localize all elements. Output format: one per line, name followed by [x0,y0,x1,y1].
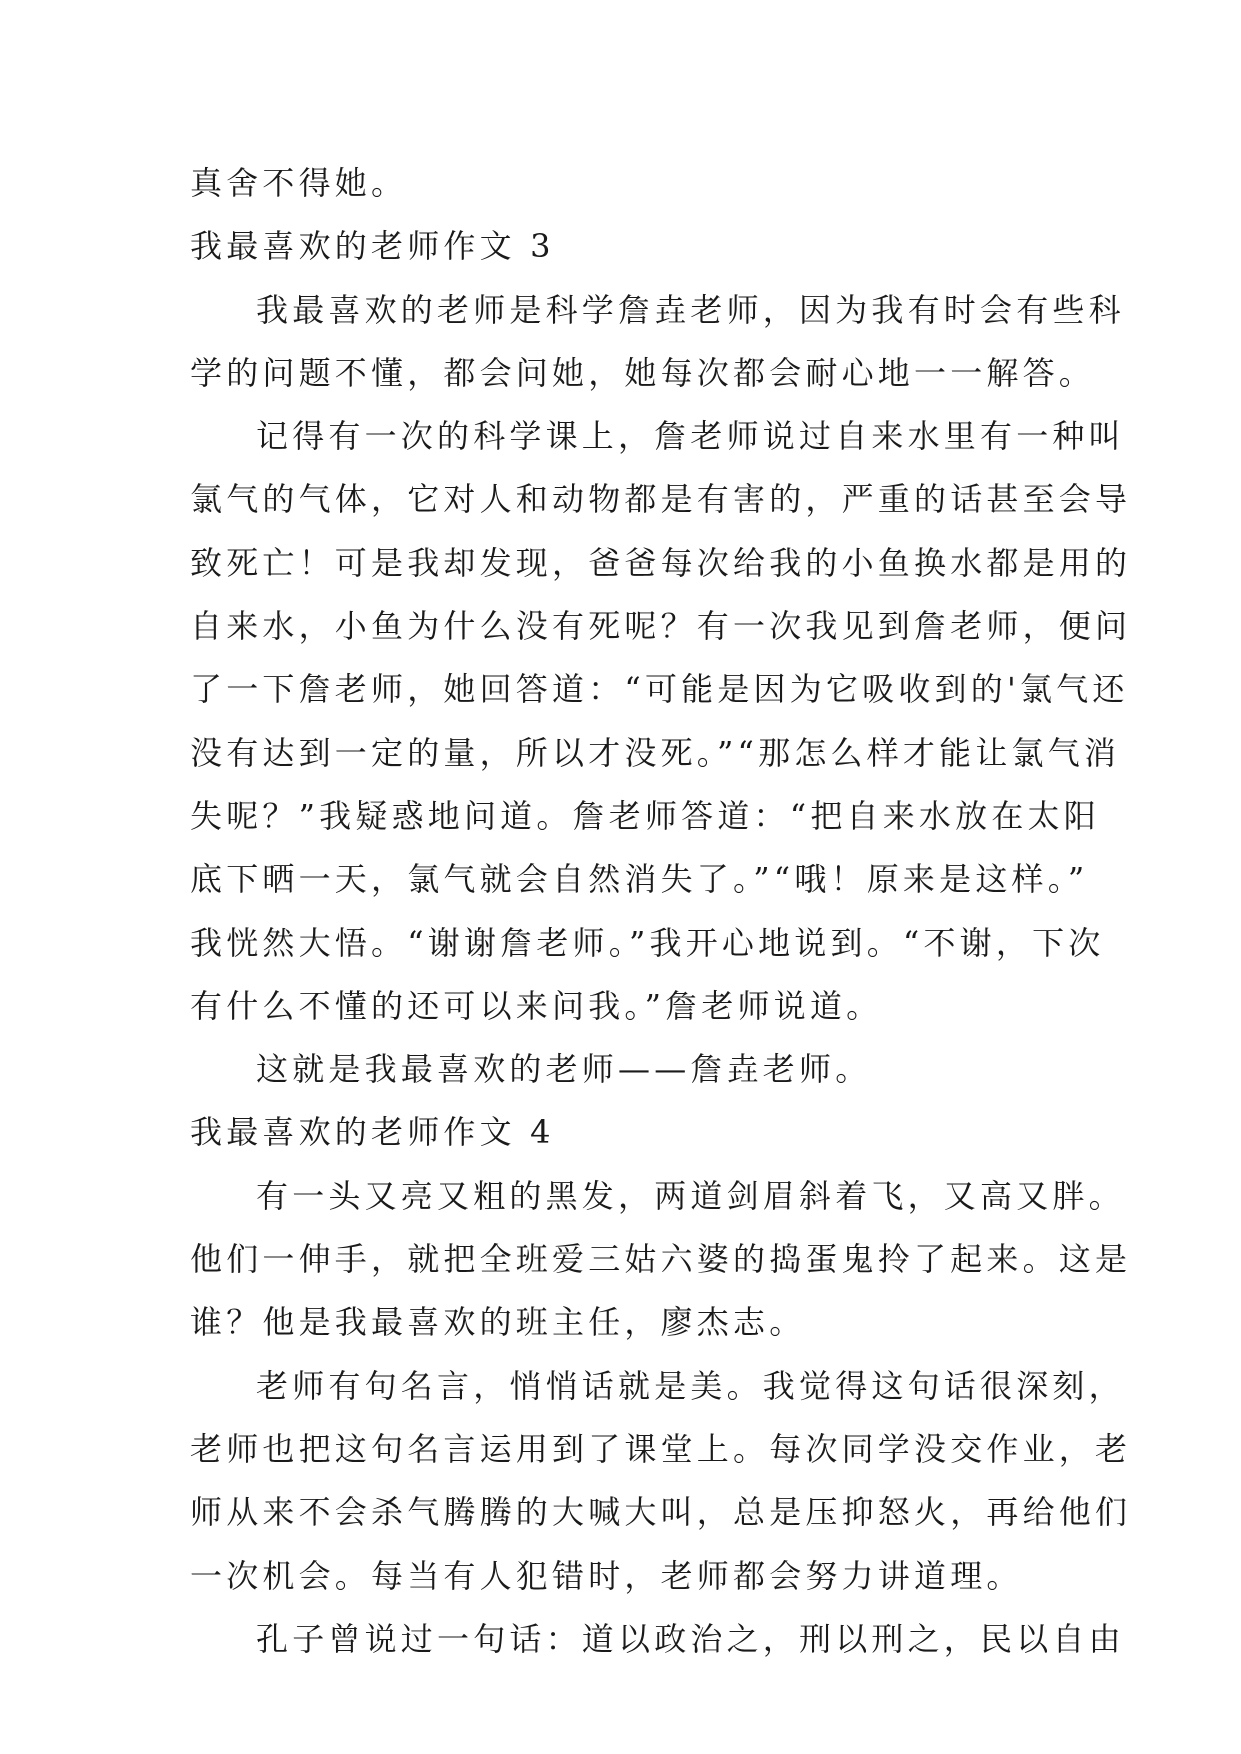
text-line: 有什么不懂的还可以来问我。”詹老师说道。 [190,986,883,1025]
text-line: 致死亡！可是我却发现，爸爸每次给我的小鱼换水都是用的 [190,543,1132,582]
section-heading: 我最喜欢的老师作文 4 [190,1113,555,1152]
text-line: 底下晒一天，氯气就会自然消失了。”“哦！原来是这样。” [190,860,1089,899]
text-line: 学的问题不懂，都会问她，她每次都会耐心地一一解答。 [190,353,1096,392]
text-line: 孔子曾说过一句话：道以政治之，刑以刑之，民以自由 [256,1619,1125,1658]
text-line: 谁？他是我最喜欢的班主任，廖杰志。 [190,1303,806,1342]
text-line: 这就是我最喜欢的老师——詹垚老师。 [256,1050,872,1089]
text-line: 没有达到一定的量，所以才没死。”“那怎么样才能让氯气消 [190,733,1121,772]
text-line: 真舍不得她。 [190,164,408,202]
document-page [190,152,1132,1671]
text-line: 自来水，小鱼为什么没有死呢？有一次我见到詹老师，便问 [190,607,1132,646]
text-line: 有一头又亮又粗的黑发，两道剑眉斜着飞，又高又胖。 [256,1176,1125,1215]
section-heading: 我最喜欢的老师作文 3 [190,227,555,266]
text-line: 我恍然大悟。“谢谢詹老师。”我开心地说到。“不谢，下次 [190,923,1105,962]
text-line: 老师有句名言，悄悄话就是美。我觉得这句话很深刻， [256,1366,1125,1405]
text-line: 我最喜欢的老师是科学詹垚老师，因为我有时会有些科 [256,290,1125,329]
text-line: 了一下詹老师，她回答道：“可能是因为它吸收到的'氯气还 [190,670,1129,709]
text-line: 一次机会。每当有人犯错时，老师都会努力讲道理。 [190,1556,1023,1595]
text-line: 氯气的气体，它对人和动物都是有害的，严重的话甚至会导 [190,480,1132,519]
text-line: 他们一伸手，就把全班爱三姑六婆的捣蛋鬼拎了起来。这是 [190,1240,1132,1279]
text-line: 老师也把这句名言运用到了课堂上。每次同学没交作业，老 [190,1429,1132,1468]
text-line: 师从来不会杀气腾腾的大喊大叫，总是压抑怒火，再给他们 [190,1493,1132,1532]
text-line: 失呢？”我疑惑地问道。詹老师答道：“把自来水放在太阳 [190,796,1100,835]
text-line: 记得有一次的科学课上，詹老师说过自来水里有一种叫 [256,417,1125,456]
